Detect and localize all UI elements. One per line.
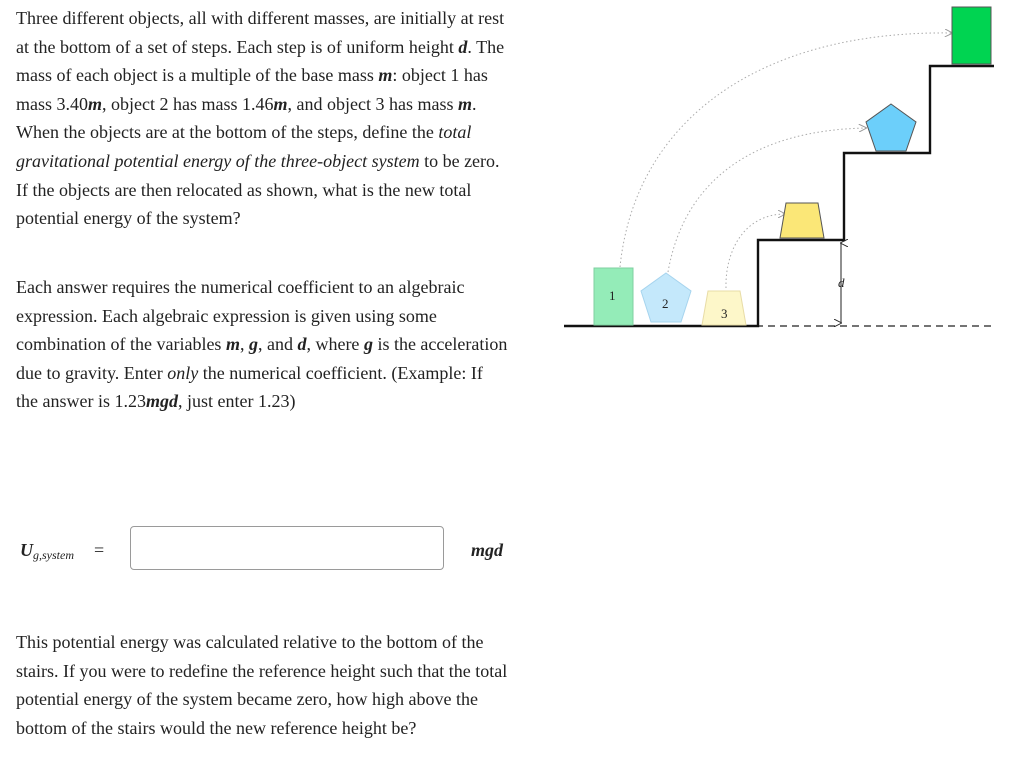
answer-input[interactable]: [130, 526, 444, 570]
answer-symbol-subscript: g,system: [33, 548, 74, 562]
problem-text: . The mass of each object is a multiple of the base mass: [16, 36, 505, 86]
problem-text: , object 2 has mass 1.46: [102, 93, 274, 114]
variable-g: g: [363, 334, 373, 355]
answer-instructions: [16, 273, 508, 416]
emphasis-text: total gravitational potential energy of the three-object system: [16, 122, 472, 171]
variable-m: m: [457, 93, 472, 114]
variable-g: g: [248, 334, 258, 355]
motion-arrow-2: [668, 128, 866, 272]
object-2-label: 2: [662, 296, 669, 311]
instruction-text: Each answer requires the numerical coefficient to an algebraic expression. Each algebraic expression is given using some combination of the variables: [16, 277, 465, 355]
variable-m: m: [88, 93, 103, 114]
instruction-text: , just enter 1.23): [178, 391, 296, 412]
motion-arrow-3: [726, 214, 785, 288]
answer-row: [16, 526, 516, 574]
equals-sign: =: [94, 540, 105, 560]
variable-m: m: [273, 93, 288, 114]
object-1-label: 1: [609, 288, 616, 303]
problem-text: to be zero. If the objects are then relocated as shown, what is the new total potential energy of the system?: [16, 150, 500, 229]
object-3-label: 3: [721, 306, 728, 321]
instruction-text: , where: [306, 334, 364, 355]
variable-m: m: [378, 65, 393, 86]
instruction-text: ,: [239, 334, 249, 355]
object-2-end: [866, 104, 916, 151]
object-1-end: [952, 7, 991, 64]
answer-symbol: [20, 540, 74, 563]
stairs-diagram: [560, 0, 1000, 340]
variable-d: d: [458, 36, 468, 57]
problem-statement: [16, 4, 508, 233]
instruction-text: the numerical coefficient. (Example: If the answer is 1.23: [16, 362, 483, 412]
variable-m: m: [225, 334, 240, 355]
followup-question: This potential energy was calculated relative to the bottom of the stairs. If you were to redefine the reference height such that the total potential energy of the system became zero, how high above the bottom of the stairs would the new reference height be?: [16, 632, 508, 738]
problem-text: Three different objects, all with different masses, are initially at rest at the bottom of a set of steps. Each step is of uniform height: [16, 8, 505, 57]
problem-text: : object 1 has mass 3.40: [16, 65, 488, 114]
instruction-text: is the acceleration due to gravity. Enter: [16, 334, 508, 383]
emphasis-text: only: [167, 362, 199, 383]
variable-d: d: [297, 334, 307, 355]
problem-text: , and object 3 has mass: [287, 93, 458, 114]
instruction-text: , and: [257, 334, 298, 355]
answer-symbol-letter: U: [20, 540, 33, 560]
problem-text: . When the objects are at the bottom of the steps, define the: [16, 93, 477, 143]
variable-mgd: mgd: [145, 391, 178, 412]
answer-unit: mgd: [471, 540, 504, 560]
step-height-label: d: [838, 275, 845, 290]
object-3-end: [780, 203, 824, 238]
